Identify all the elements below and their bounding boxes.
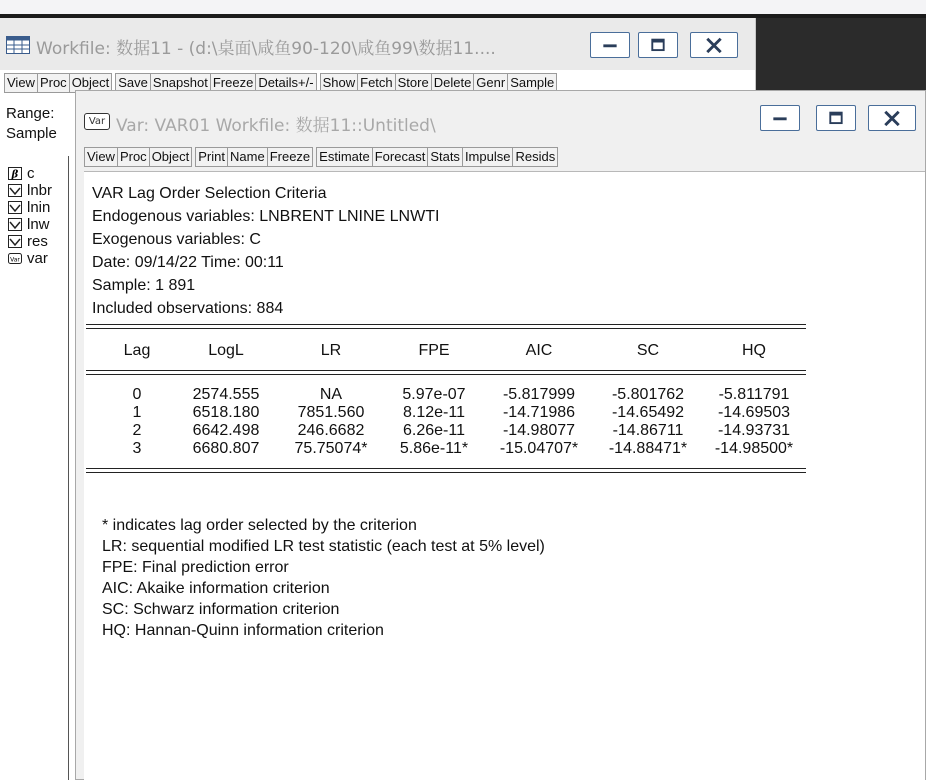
table-cell: -5.811791 bbox=[718, 386, 790, 403]
wf-details-button[interactable]: Details+/- bbox=[255, 73, 316, 93]
table-header-row bbox=[86, 342, 806, 361]
workfile-close-button[interactable] bbox=[690, 32, 738, 58]
table-cell: 8.12e-11 bbox=[403, 404, 465, 421]
workfile-range-info bbox=[6, 104, 57, 144]
workfile-pane-divider bbox=[68, 156, 69, 780]
table-row bbox=[86, 440, 806, 459]
table-cell: 6.26e-11 bbox=[403, 422, 465, 439]
series-icon bbox=[8, 201, 22, 214]
var-freeze-button[interactable]: Freeze bbox=[267, 147, 313, 167]
var-estimate-button[interactable]: Estimate bbox=[316, 147, 373, 167]
var-impulse-button[interactable]: Impulse bbox=[462, 147, 514, 167]
close-icon bbox=[691, 33, 737, 58]
var-stats-button[interactable]: Stats bbox=[427, 147, 463, 167]
table-row bbox=[86, 404, 806, 423]
minimize-icon bbox=[761, 106, 799, 131]
wf-genr-button[interactable]: Genr bbox=[473, 73, 508, 93]
var-close-button[interactable] bbox=[868, 105, 916, 131]
list-item[interactable] bbox=[8, 182, 52, 198]
table-cell: -15.04707* bbox=[499, 440, 579, 457]
svg-text:β: β bbox=[11, 169, 19, 180]
table-cell: -14.98077 bbox=[502, 422, 576, 439]
table-cell: -14.93731 bbox=[717, 422, 791, 439]
table-top-rule bbox=[86, 324, 806, 325]
note-line: SC: Schwarz information criterion bbox=[102, 601, 340, 618]
col-header: FPE bbox=[418, 342, 450, 359]
table-cell: NA bbox=[319, 386, 343, 403]
var-toolbar bbox=[84, 147, 557, 167]
table-cell: 2 bbox=[132, 422, 142, 439]
series-icon bbox=[8, 184, 22, 197]
col-header: Lag bbox=[123, 342, 151, 359]
var-minimize-button[interactable] bbox=[760, 105, 800, 131]
workfile-grid-icon bbox=[6, 36, 30, 54]
exogenous-line: Exogenous variables: C bbox=[92, 231, 261, 248]
table-cell: 6518.180 bbox=[192, 404, 260, 421]
output-notes bbox=[102, 515, 545, 641]
object-name: c bbox=[27, 164, 35, 182]
table-cell: -5.817999 bbox=[502, 386, 576, 403]
object-name: res bbox=[27, 232, 48, 250]
series-icon bbox=[8, 218, 22, 231]
var-icon bbox=[8, 252, 22, 265]
table-bottom-rule bbox=[86, 472, 806, 473]
wf-object-button[interactable]: Object bbox=[69, 73, 113, 93]
table-top-rule bbox=[86, 328, 806, 329]
col-header: HQ bbox=[742, 342, 766, 359]
workfile-title: Workfile: 数据11 - (d:\桌面\咸鱼90-120\咸鱼99\数据11.... bbox=[36, 39, 496, 59]
wf-freeze-button[interactable]: Freeze bbox=[210, 73, 256, 93]
var-resids-button[interactable]: Resids bbox=[512, 147, 558, 167]
table-header-rule bbox=[86, 370, 806, 371]
maximize-icon bbox=[817, 106, 855, 131]
workfile-object-list bbox=[8, 165, 52, 267]
var-forecast-button[interactable]: Forecast bbox=[372, 147, 429, 167]
col-header: LogL bbox=[208, 342, 244, 359]
sample-label: Sample bbox=[6, 125, 57, 142]
object-name: var bbox=[27, 249, 48, 267]
sample-line: Sample: 1 891 bbox=[92, 277, 196, 294]
table-cell: 246.6682 bbox=[297, 422, 365, 439]
wf-snapshot-button[interactable]: Snapshot bbox=[150, 73, 211, 93]
minimize-icon bbox=[591, 33, 629, 58]
output-header bbox=[92, 182, 439, 320]
note-line: * indicates lag order selected by the criterion bbox=[102, 517, 417, 534]
table-cell: 1 bbox=[132, 404, 142, 421]
table-row bbox=[86, 386, 806, 405]
table-cell: 75.75074* bbox=[294, 440, 368, 457]
wf-view-button[interactable]: View bbox=[4, 73, 38, 93]
col-header: SC bbox=[636, 342, 660, 359]
output-heading: VAR Lag Order Selection Criteria bbox=[92, 185, 327, 202]
table-cell: 3 bbox=[132, 440, 142, 457]
wf-delete-button[interactable]: Delete bbox=[431, 73, 475, 93]
workfile-maximize-button[interactable] bbox=[638, 32, 678, 58]
coef-icon bbox=[8, 167, 22, 180]
date-line: Date: 09/14/22 Time: 00:11 bbox=[92, 254, 284, 271]
observations-line: Included observations: 884 bbox=[92, 300, 284, 317]
list-item[interactable] bbox=[8, 216, 52, 232]
object-name: lnw bbox=[27, 215, 50, 233]
list-item[interactable] bbox=[8, 165, 52, 181]
table-cell: 7851.560 bbox=[297, 404, 365, 421]
workfile-titlebar[interactable] bbox=[0, 18, 755, 70]
table-cell: -14.69503 bbox=[717, 404, 791, 421]
col-header: LR bbox=[320, 342, 342, 359]
series-icon bbox=[8, 235, 22, 248]
note-line: AIC: Akaike information criterion bbox=[102, 580, 330, 597]
table-cell: 0 bbox=[132, 386, 142, 403]
var-name-button[interactable]: Name bbox=[227, 147, 268, 167]
note-line: LR: sequential modified LR test statistic (each test at 5% level) bbox=[102, 538, 545, 555]
table-cell: 5.86e-11* bbox=[399, 440, 469, 457]
var-object-icon: Var bbox=[84, 113, 110, 130]
note-line: FPE: Final prediction error bbox=[102, 559, 289, 576]
object-name: lnbr bbox=[27, 181, 53, 199]
close-icon bbox=[869, 106, 915, 131]
wf-proc-button[interactable]: Proc bbox=[37, 73, 70, 93]
background-dark-area bbox=[755, 18, 926, 90]
var-output-area[interactable] bbox=[84, 171, 925, 780]
wf-fetch-button[interactable]: Fetch bbox=[357, 73, 396, 93]
table-cell: -14.65492 bbox=[611, 404, 685, 421]
table-cell: 2574.555 bbox=[192, 386, 260, 403]
table-cell: 6642.498 bbox=[192, 422, 260, 439]
wf-sample-button[interactable]: Sample bbox=[507, 73, 557, 93]
table-row bbox=[86, 422, 806, 441]
list-item[interactable] bbox=[8, 250, 52, 266]
list-item[interactable] bbox=[8, 233, 52, 249]
wf-show-button[interactable]: Show bbox=[320, 73, 359, 93]
var-window-title: Var: VAR01 Workfile: 数据11::Untitled\ bbox=[116, 116, 436, 136]
svg-text:Var: Var bbox=[10, 256, 20, 263]
endogenous-line: Endogenous variables: LNBRENT LNINE LNWTI bbox=[92, 208, 440, 225]
var-print-button[interactable]: Print bbox=[195, 147, 228, 167]
table-bottom-rule bbox=[86, 468, 806, 469]
table-cell: -14.98500* bbox=[714, 440, 794, 457]
range-label: Range: bbox=[6, 105, 55, 122]
table-header-rule bbox=[86, 374, 806, 375]
var-window bbox=[75, 90, 926, 780]
table-cell: -14.86711 bbox=[612, 422, 684, 439]
note-line: HQ: Hannan-Quinn information criterion bbox=[102, 622, 384, 639]
table-cell: 5.97e-07 bbox=[402, 386, 466, 403]
top-strip bbox=[0, 0, 926, 14]
workfile-minimize-button[interactable] bbox=[590, 32, 630, 58]
table-cell: -14.88471* bbox=[608, 440, 688, 457]
wf-save-button[interactable]: Save bbox=[115, 73, 151, 93]
object-name: lnin bbox=[27, 198, 51, 216]
col-header: AIC bbox=[525, 342, 553, 359]
var-titlebar[interactable] bbox=[76, 91, 925, 141]
var-proc-button[interactable]: Proc bbox=[117, 147, 150, 167]
var-maximize-button[interactable] bbox=[816, 105, 856, 131]
var-view-button[interactable]: View bbox=[84, 147, 118, 167]
list-item[interactable] bbox=[8, 199, 52, 215]
var-object-button[interactable]: Object bbox=[149, 147, 193, 167]
table-cell: -5.801762 bbox=[611, 386, 685, 403]
maximize-icon bbox=[639, 33, 677, 58]
table-cell: -14.71986 bbox=[502, 404, 576, 421]
wf-store-button[interactable]: Store bbox=[395, 73, 432, 93]
table-cell: 6680.807 bbox=[192, 440, 260, 457]
